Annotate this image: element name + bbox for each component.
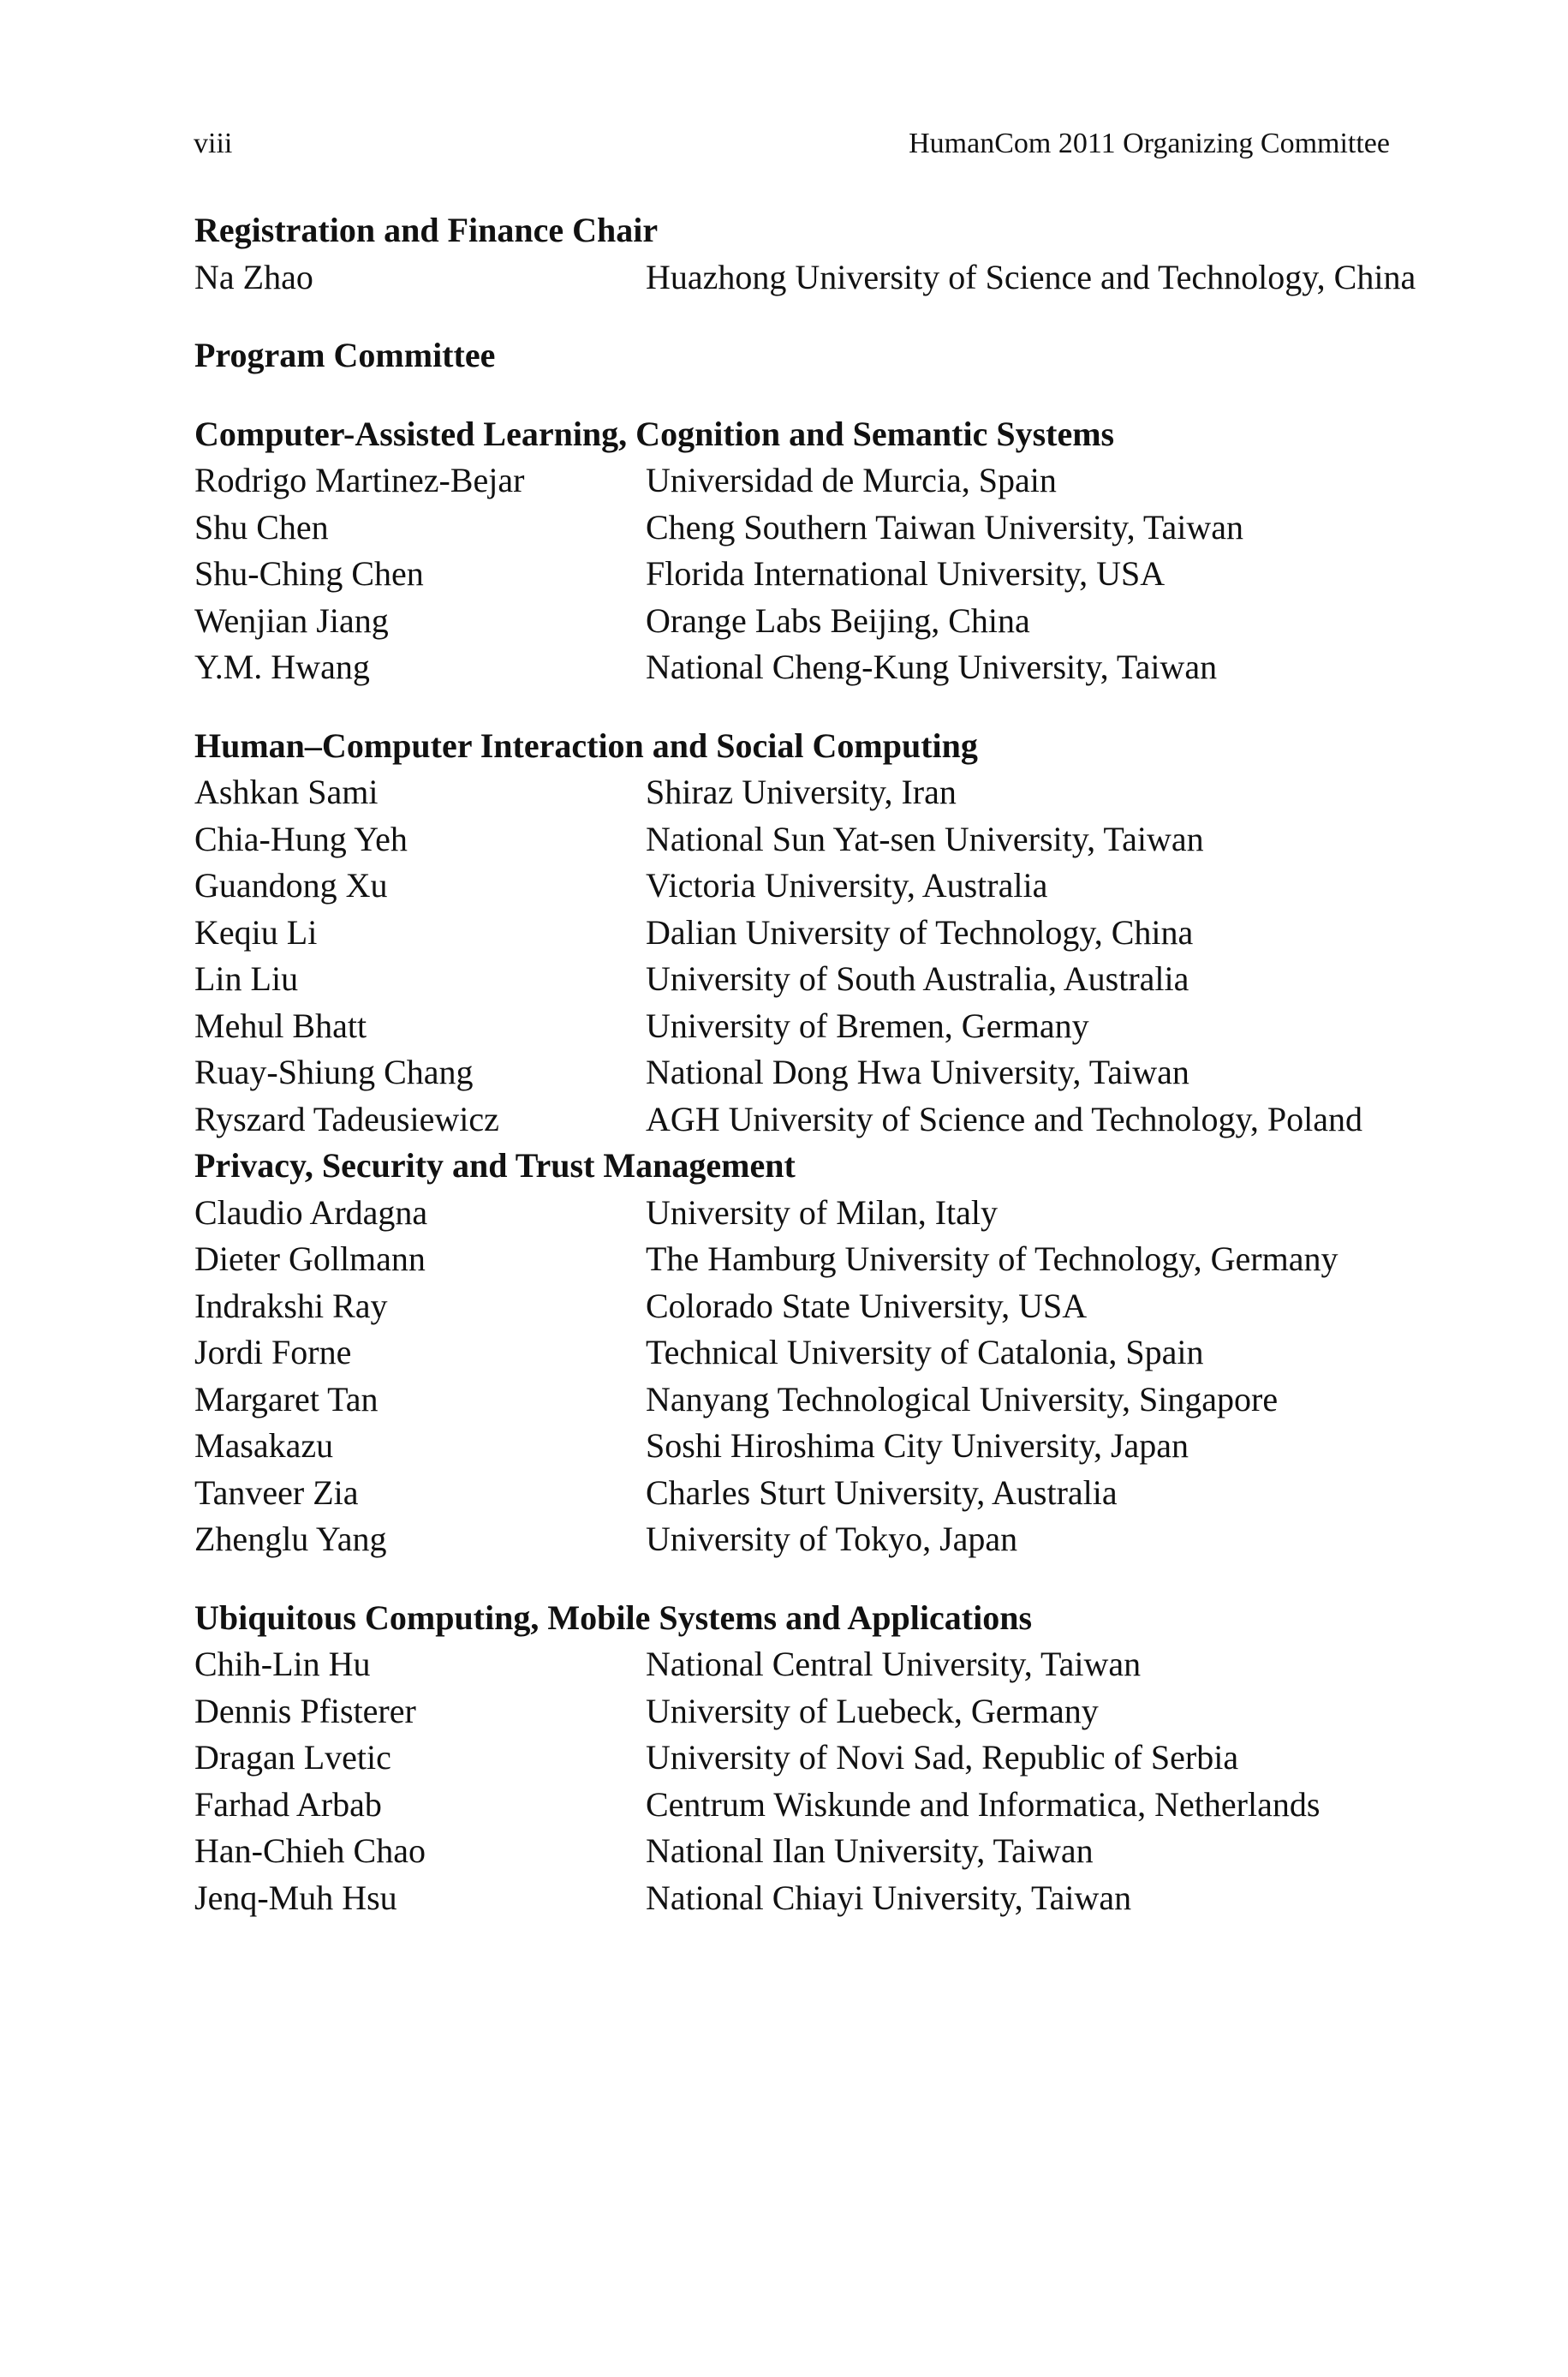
committee-member	[194, 254, 1416, 302]
committee-member	[194, 863, 1393, 910]
committee-member	[194, 551, 1393, 598]
committee-member	[194, 1516, 1393, 1563]
committee-member	[194, 1641, 1393, 1688]
spacer	[194, 379, 1393, 411]
member-name: Mehul Bhatt	[194, 1006, 367, 1045]
member-affiliation: Soshi Hiroshima City University, Japan	[646, 1426, 1189, 1465]
member-affiliation: Orange Labs Beijing, China	[646, 600, 1030, 640]
section-heading-privacy-security: Privacy, Security and Trust Management	[194, 1146, 796, 1185]
member-affiliation: University of Milan, Italy	[646, 1192, 999, 1232]
member-name: Shu-Ching Chen	[194, 554, 424, 593]
member-name: Ruay-Shiung Chang	[194, 1053, 474, 1091]
member-name: Ashkan Sami	[194, 773, 379, 811]
committee-member	[194, 1828, 1393, 1875]
member-affiliation: Huazhong University of Science and Technology, China	[646, 257, 1416, 296]
committee-listing	[194, 207, 1416, 1921]
committee-member	[194, 1003, 1393, 1050]
committee-member	[194, 1423, 1393, 1470]
committee-member	[194, 816, 1393, 863]
member-affiliation: National Ilan University, Taiwan	[646, 1831, 1094, 1870]
member-name: Y.M. Hwang	[194, 648, 370, 686]
member-affiliation: Cheng Southern Taiwan University, Taiwan	[646, 507, 1243, 546]
member-affiliation: University of South Australia, Australia	[646, 959, 1189, 998]
committee-member	[194, 1049, 1393, 1096]
running-header	[194, 124, 1390, 164]
member-affiliation: Colorado State University, USA	[646, 1286, 1088, 1325]
running-title: HumanCom 2011 Organizing Committee	[909, 128, 1390, 159]
section-heading-computer-assisted-learning: Computer-Assisted Learning, Cognition and Semantic Systems	[194, 414, 1115, 453]
member-name: Dieter Gollmann	[194, 1239, 426, 1278]
committee-member	[194, 910, 1393, 957]
member-affiliation: Dalian University of Technology, China	[646, 912, 1194, 952]
member-affiliation: AGH University of Science and Technology, Poland	[646, 1099, 1363, 1138]
member-affiliation: Technical University of Catalonia, Spain	[646, 1333, 1204, 1371]
member-name: Zhenglu Yang	[194, 1520, 387, 1558]
committee-member	[194, 457, 1393, 505]
member-name: Jenq-Muh Hsu	[194, 1878, 397, 1917]
member-name: Tanveer Zia	[194, 1472, 359, 1512]
program-committee-heading: Program Committee	[194, 336, 496, 374]
member-name: Han-Chieh Chao	[194, 1831, 426, 1870]
committee-member	[194, 1782, 1393, 1829]
member-affiliation: University of Bremen, Germany	[646, 1006, 1089, 1045]
committee-member	[194, 769, 1393, 816]
member-name: Margaret Tan	[194, 1379, 379, 1418]
committee-member	[194, 1236, 1393, 1283]
spacer	[194, 1563, 1393, 1595]
member-name: Claudio Ardagna	[194, 1192, 428, 1232]
member-affiliation: Centrum Wiskunde and Informatica, Netherlands	[646, 1784, 1321, 1824]
committee-member	[194, 598, 1393, 645]
committee-member	[194, 644, 1393, 691]
member-name: Ryszard Tadeusiewicz	[194, 1099, 499, 1138]
section-heading-human-computer-interaction: Human–Computer Interaction and Social Computing	[194, 726, 978, 765]
member-name: Keqiu Li	[194, 912, 318, 952]
spacer	[194, 691, 1393, 723]
member-name: Jordi Forne	[194, 1333, 352, 1371]
committee-member	[194, 1190, 1393, 1237]
committee-member	[194, 505, 1393, 552]
committee-member	[194, 956, 1393, 1003]
member-affiliation: Universidad de Murcia, Spain	[646, 461, 1057, 499]
section-heading-registration: Registration and Finance Chair	[194, 211, 659, 249]
member-affiliation: National Dong Hwa University, Taiwan	[646, 1053, 1189, 1091]
member-affiliation: Florida International University, USA	[646, 554, 1166, 593]
member-affiliation: University of Tokyo, Japan	[646, 1520, 1018, 1558]
committee-member	[194, 1377, 1393, 1424]
member-affiliation: Nanyang Technological University, Singapore	[646, 1379, 1279, 1418]
member-name: Dragan Lvetic	[194, 1738, 391, 1777]
member-name: Na Zhao	[194, 257, 313, 296]
member-affiliation: University of Novi Sad, Republic of Serbia	[646, 1738, 1239, 1777]
member-affiliation: National Central University, Taiwan	[646, 1645, 1142, 1683]
page-number: viii	[194, 128, 233, 159]
member-name: Farhad Arbab	[194, 1784, 382, 1824]
section-heading-ubiquitous-computing: Ubiquitous Computing, Mobile Systems and Applications	[194, 1598, 1033, 1637]
member-affiliation: National Chiayi University, Taiwan	[646, 1878, 1132, 1917]
member-affiliation: National Sun Yat-sen University, Taiwan	[646, 819, 1204, 858]
committee-member	[194, 1470, 1393, 1517]
member-name: Shu Chen	[194, 507, 329, 546]
member-name: Dennis Pfisterer	[194, 1691, 416, 1730]
committee-member	[194, 1688, 1393, 1735]
member-name: Masakazu	[194, 1426, 334, 1465]
member-name: Indrakshi Ray	[194, 1286, 388, 1325]
member-name: Chia-Hung Yeh	[194, 819, 408, 858]
member-name: Guandong Xu	[194, 866, 388, 905]
member-name: Rodrigo Martinez-Bejar	[194, 461, 525, 499]
member-affiliation: The Hamburg University of Technology, Germany	[646, 1239, 1338, 1278]
member-name: Chih-Lin Hu	[194, 1645, 371, 1683]
member-affiliation: University of Luebeck, Germany	[646, 1691, 1099, 1730]
committee-member	[194, 1875, 1393, 1922]
member-affiliation: Charles Sturt University, Australia	[646, 1472, 1118, 1512]
member-affiliation: Shiraz University, Iran	[646, 773, 957, 811]
committee-member	[194, 1329, 1393, 1377]
committee-member	[194, 1096, 1393, 1144]
committee-member	[194, 1283, 1393, 1330]
spacer	[194, 301, 1393, 332]
member-name: Lin Liu	[194, 959, 299, 998]
member-name: Wenjian Jiang	[194, 600, 389, 640]
member-affiliation: Victoria University, Australia	[646, 866, 1048, 905]
committee-member	[194, 1735, 1393, 1782]
member-affiliation: National Cheng-Kung University, Taiwan	[646, 648, 1218, 686]
